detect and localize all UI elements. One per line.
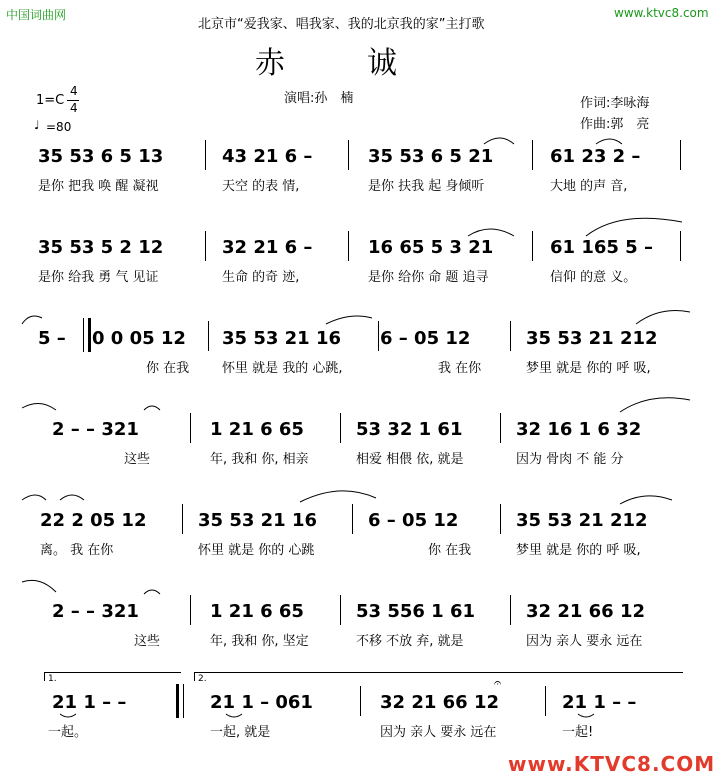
lyric-line: 是你 给我 勇 气 见证 <box>38 270 159 285</box>
slur <box>60 714 76 717</box>
slur <box>620 398 690 412</box>
lyric-line: 我 在你 <box>438 361 482 376</box>
site-watermark-bottom: www.KTVC8.COM <box>508 752 716 776</box>
slur <box>226 714 242 717</box>
lyricist-credit: 作词:李咏海 <box>580 96 650 111</box>
lyric-line: 因为 亲人 要永 远在 <box>380 725 497 740</box>
slur <box>22 495 46 500</box>
lyric-line: 一起! <box>562 725 594 740</box>
measure-notes: 61 165 5 – <box>550 237 653 258</box>
measure-notes: 22 2 05 12 <box>40 510 147 531</box>
measure-notes: 32 21 6 – <box>222 237 313 258</box>
measure-notes: 35 53 6 5 21 <box>368 146 494 167</box>
lyric-line: 一起, 就是 <box>210 725 271 740</box>
lyric-line: 是你 把我 唤 醒 凝视 <box>38 179 159 194</box>
measure-notes: 35 53 21 212 <box>526 328 658 349</box>
measure-notes: 43 21 6 – <box>222 146 313 167</box>
lyric-line: 不移 不放 弃, 就是 <box>356 634 464 649</box>
measure-notes: 6 – 05 12 <box>368 510 459 531</box>
slur <box>300 491 376 502</box>
singer-credit: 演唱:孙 楠 <box>284 91 354 106</box>
measure-notes: 35 53 5 2 12 <box>38 237 164 258</box>
measure-notes: 53 32 1 61 <box>356 419 463 440</box>
lyric-line: 梦里 就是 你的 呼 吸, <box>526 361 651 376</box>
slur <box>468 229 514 236</box>
time-signature-bottom: 4 <box>70 101 78 115</box>
measure-notes: 61 23 2 – <box>550 146 641 167</box>
measure-notes: 1 21 6 65 <box>210 419 304 440</box>
measure-notes: 53 556 1 61 <box>356 601 475 622</box>
lyric-line: 相爱 相偎 依, 就是 <box>356 452 464 467</box>
song-subtitle: 北京市“爱我家、唱我家、我的北京我的家”主打歌 <box>198 17 485 32</box>
lyric-line: 因为 亲人 要永 远在 <box>526 634 643 649</box>
lyric-line: 生命 的奇 迹, <box>222 270 300 285</box>
time-signature-top: 4 <box>70 84 78 98</box>
slur <box>22 316 42 324</box>
measure-notes: 32 16 1 6 32 <box>516 419 642 440</box>
measure-notes: 32 21 66 12 <box>526 601 645 622</box>
tempo-mark: =80 <box>46 120 72 134</box>
slur <box>326 316 372 324</box>
measure-notes: 35 53 6 5 13 <box>38 146 164 167</box>
slur <box>620 496 672 504</box>
composer-credit: 作曲:郭 亮 <box>580 117 650 132</box>
measure-notes: 35 53 21 16 <box>222 328 341 349</box>
measure-notes: 35 53 21 212 <box>516 510 648 531</box>
lyric-line: 是你 扶我 起 身倾听 <box>368 179 485 194</box>
measure-notes: 21 1 – 061 <box>210 692 313 713</box>
slur <box>144 406 160 410</box>
site-watermark-top-left: 中国词曲网 <box>6 8 67 22</box>
lyric-line: 是你 给你 命 题 追寻 <box>368 270 489 285</box>
measure-notes: 2 – – 321 <box>52 601 139 622</box>
slur <box>60 495 84 500</box>
lyric-line: 怀里 就是 你的 心跳 <box>198 543 315 558</box>
slur <box>484 138 514 144</box>
measure-notes: 21 1 – – <box>562 692 637 713</box>
lyric-line: 这些 <box>124 452 151 467</box>
lyric-line: 天空 的表 情, <box>222 179 300 194</box>
site-watermark-top-right: www.ktvc8.com <box>614 6 709 20</box>
lyric-line: 你 在我 <box>428 543 472 558</box>
lyric-line: 离。 我 在你 <box>40 543 114 558</box>
measure-notes: 35 53 21 16 <box>198 510 317 531</box>
lyric-line: 这些 <box>134 634 161 649</box>
lyric-line: 一起。 <box>48 725 88 740</box>
key-signature: 1=C <box>36 93 65 108</box>
measure-notes: 6 – 05 12 <box>380 328 471 349</box>
lyric-line: 梦里 就是 你的 呼 吸, <box>516 543 641 558</box>
lyric-line: 信仰 的意 义。 <box>550 270 637 285</box>
measure-notes: 21 1 – – <box>52 692 127 713</box>
first-ending-label: 1. <box>48 674 57 684</box>
slur <box>22 403 56 410</box>
measure-notes: 1 21 6 65 <box>210 601 304 622</box>
measure-notes: 5 – <box>38 328 66 349</box>
slur <box>144 590 160 594</box>
slur <box>578 714 594 717</box>
slur <box>586 218 682 236</box>
song-title: 赤 诚 <box>255 46 423 81</box>
measure-notes: 16 65 5 3 21 <box>368 237 494 258</box>
measure-notes: 0 0 05 12 <box>92 328 186 349</box>
lyric-line: 怀里 就是 我的 心跳, <box>222 361 343 376</box>
lyric-line: 年, 我和 你, 坚定 <box>210 634 309 649</box>
lyric-line: 大地 的声 音, <box>550 179 628 194</box>
tempo-note-icon: ♩ <box>34 118 40 132</box>
fermata-icon: 𝄐 <box>494 676 502 691</box>
second-ending-label: 2. <box>198 674 207 684</box>
measure-notes: 32 21 66 12 <box>380 692 499 713</box>
slur <box>596 139 622 144</box>
lyric-line: 你 在我 <box>146 361 190 376</box>
lyric-line: 因为 骨肉 不 能 分 <box>516 452 624 467</box>
slur <box>22 580 56 592</box>
measure-notes: 2 – – 321 <box>52 419 139 440</box>
slur <box>636 311 690 325</box>
lyric-line: 年, 我和 你, 相亲 <box>210 452 309 467</box>
